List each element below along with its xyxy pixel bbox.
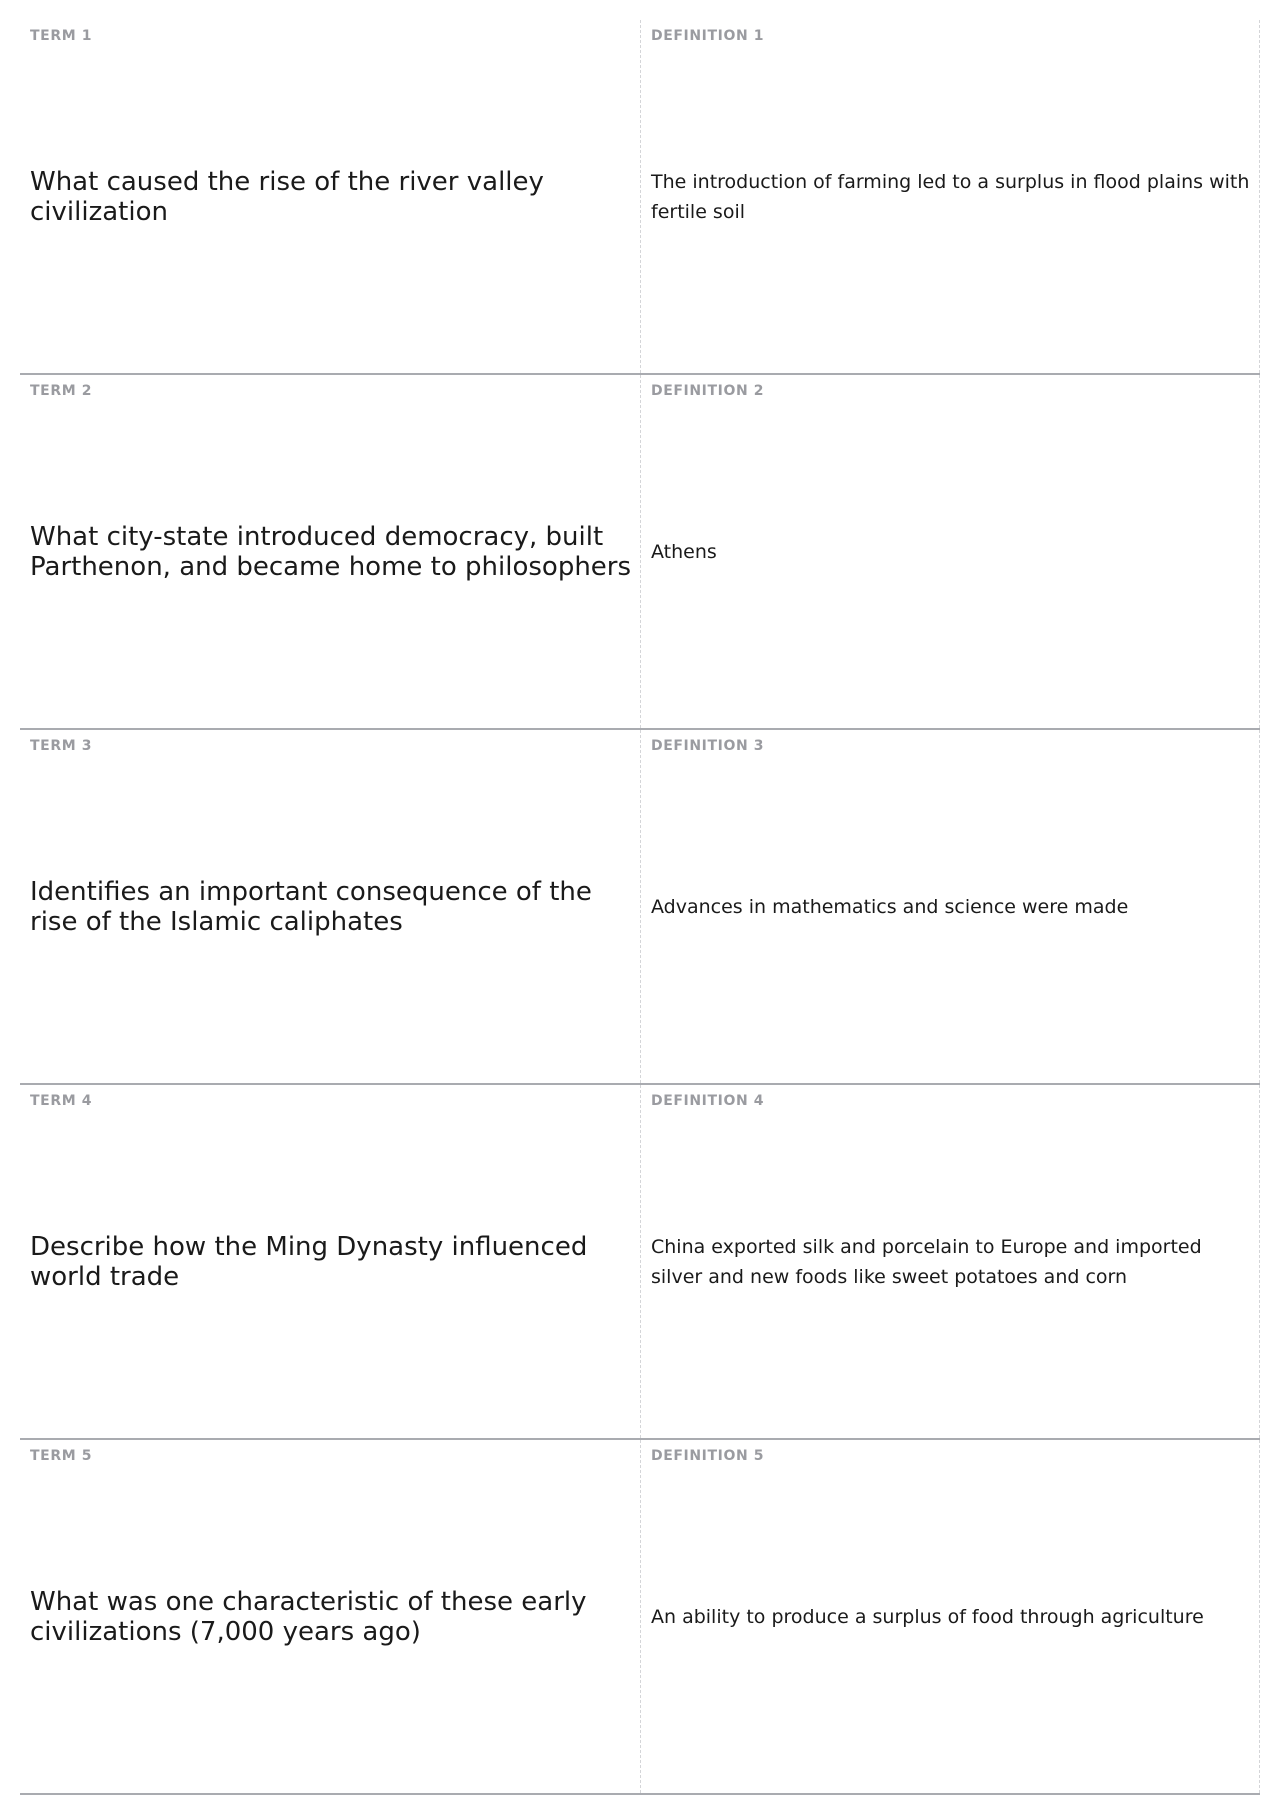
definition-cell: [641, 20, 1260, 373]
term-cell: [20, 375, 641, 728]
term-cell: [20, 1440, 641, 1793]
term-text: What caused the rise of the river valley civilization: [30, 166, 544, 227]
definition-text: An ability to produce a surplus of food through agriculture: [651, 1605, 1204, 1628]
definition-text: Athens: [651, 540, 717, 563]
definition-text: China exported silk and porcelain to Europe and imported silver and new foods like sweet potatoes and corn: [651, 1235, 1202, 1288]
term-label: TERM 3: [30, 738, 93, 754]
flashcard-row: [20, 1440, 1260, 1795]
term-text: Describe how the Ming Dynasty influenced world trade: [30, 1231, 588, 1292]
flashcard-sheet: [20, 20, 1260, 1795]
flashcard-row: [20, 375, 1260, 730]
definition-text: The introduction of farming led to a surplus in flood plains with fertile soil: [651, 170, 1250, 223]
flashcard-row: [20, 730, 1260, 1085]
definition-label: DEFINITION 5: [651, 1448, 765, 1464]
flashcard-row: [20, 20, 1260, 375]
term-label: TERM 5: [30, 1448, 93, 1464]
definition-cell: [641, 730, 1260, 1083]
flashcard-row: [20, 1085, 1260, 1440]
definition-cell: [641, 1085, 1260, 1438]
term-label: TERM 1: [30, 28, 93, 44]
definition-label: DEFINITION 3: [651, 738, 765, 754]
definition-label: DEFINITION 2: [651, 383, 765, 399]
definition-cell: [641, 375, 1260, 728]
term-text: What city-state introduced democracy, built Parthenon, and became home to philosophers: [30, 521, 632, 582]
definition-label: DEFINITION 1: [651, 28, 765, 44]
definition-cell: [641, 1440, 1260, 1793]
term-cell: [20, 730, 641, 1083]
term-cell: [20, 20, 641, 373]
definition-text: Advances in mathematics and science were made: [651, 895, 1129, 918]
term-label: TERM 2: [30, 383, 93, 399]
term-text: Identifies an important consequence of the rise of the Islamic caliphates: [30, 876, 592, 937]
definition-label: DEFINITION 4: [651, 1093, 765, 1109]
term-cell: [20, 1085, 641, 1438]
term-label: TERM 4: [30, 1093, 93, 1109]
term-text: What was one characteristic of these early civilizations (7,000 years ago): [30, 1586, 587, 1647]
